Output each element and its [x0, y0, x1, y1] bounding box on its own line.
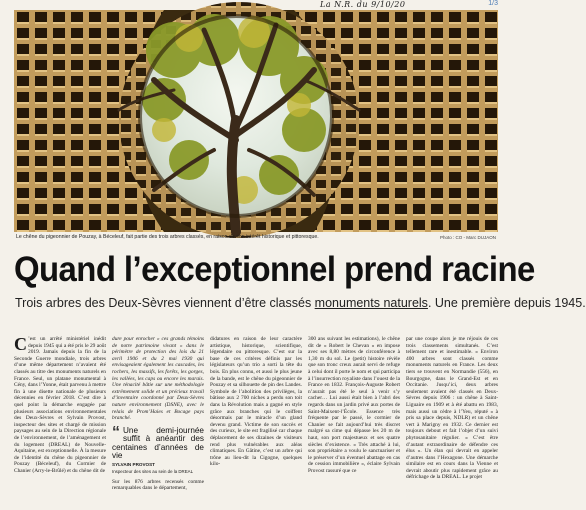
subheadline	[15, 296, 586, 310]
article-photo	[14, 10, 498, 232]
column-3	[210, 336, 302, 510]
column-5	[406, 336, 498, 510]
column-4	[308, 336, 400, 510]
column-5-text: par une coupe alors je me réjouis de ces trois classements simultanés. C’est tellement rare et inestimable. » Environ 400 arbres sont classés comme monuments naturels en France. Les deux tiers se trouvent en Normandie (556), en Bourgogne, dans le Grand-Est et en Occitanie. Jusqu’ici, deux arbres seulement avaient été classés en Deux-Sèvres depuis 1906 : un chêne à Saint-Liguaire en 1909 et à été abattu en 1983, mais aussi un cèdre à l’Yeu, réputé « à pris sa place depuis, NDLR) et un chêne vert à Marigny en 1932. Ce dernier est toujours debout et fait l’objet d’un suivi phytosanitaire régulier. « C’est être d’autant extraordinaire de défendre ces élus ». Un élan qui devrait en appeler d’autres dans l’Hexagone. Une démarche similaire est en cours dans la Vienne et devrait aboutir plus rapidement grâce au défrichage de la DREAL. Le projet	[406, 336, 498, 481]
column-2	[112, 336, 204, 510]
source-stamp: La N.R. du 9/10/20	[320, 0, 406, 9]
subhead-part-a: Trois arbres des Deux-Sèvres viennent d’être classés	[15, 296, 315, 310]
page-number: 1/3	[488, 0, 498, 7]
pull-quote-text: Une demi-journée suffit à anéantir des centaines d’années de vie	[112, 425, 204, 460]
pull-quote	[112, 423, 204, 476]
pull-quote-role: Inspecteur des sites au sein de la DREAL	[112, 468, 194, 474]
pull-quote-author: SYLVAIN PROVOST	[112, 462, 155, 468]
photo-credit: Photo : CO - Marc DUJAON	[439, 235, 496, 240]
drop-cap: C	[14, 334, 27, 354]
column-2-text-a: dure pour enrocher « ces grands témoins de notre patrimoine vivant » dans le périmètre de protection des lois du 21 avril 1906 et du 2 mai 1930 qui envisageaient également les cascades, les rochers, les massifs, les forêts, les gorges, les vallées, les caps ou encore les marais. Une ténacité bâtie sur une méthodologie extrêmement solide et un précieux travail d’inventaire coordonné par Deux-Sèvres nature environnement (DSNE), avec le relais de Prom’Haies et Bocage pays branché.	[112, 336, 204, 422]
pigeonnier-oak-image	[14, 10, 498, 232]
column-4-text: 300 ans suivant les estimations), le chêne dit de « Robert le Chevan » en impose avec ses 8,80 mètres de circonférence à 1,30 m du sol. Le (petit) histoire révèle que son tronc creux aurait servi de refuge à celui dont il porte le nom et qui participa à l’insurrection royaliste dans l’ouest de la France en 1832. François-Auguste Robert n’aurait pas été le seul à venir s’y cacher… Lui aussi était bien à l’abri des regards dans un jardin privé aux portes de Saint-Maixent-l’École. Essence très fréquente par le passé, le cormier de Chanier se fait aujourd’hui très discret malgré sa cime qui dépasse les 20 m de haut, son port majestueux et ses quatre siècles d’existence. « Très attaché à lui, son propriétaire a voulu le sanctuariser et le préserver d’un éventuel abattage en cas de cession immobilière », éclaire Sylvain Provost rassuré que ce	[308, 336, 400, 474]
photo-caption: Le chêne du pigeonnier de Pouzay, à Béceleuf, fait partie des trois arbres classés, en raison de son intérêt historique et pittoresque.	[16, 234, 319, 240]
column-1	[14, 336, 106, 510]
column-2-text-b: Sur les 876 arbres recensés comme remarquables dans le département,	[112, 478, 204, 492]
column-1-text: ’est un arrêté ministériel inédit depuis 1945 qui a été pris le 29 août 2019. Jamais depuis la fin de la Seconde Guerre mondiale, trois arbres d’une même département n’avaient été classés au titre des monuments naturels en France. Seul, un platane monumental à Cény, dans l’Yonne, était parvenu à mettre fin à une disette nationale de plusieurs décennies en février 2018. C’est dire à quel point la démarche engagée par plusieurs associations environnementales des Deux-Sèvres et Sylvain Provost, inspecteur des sites et chargé de mission paysages au sein de la Direction régionale de l’environnement, de l’aménagement et du logement (DREAL) de Nouvelle-Aquitaine, est exceptionnelle. À la mesure de l’identité du chêne du pigeonnier de Pouzay (Béceleuf), du Cormier de Chanier (Arry-le-Brûlé) et du chêne dit de	[14, 336, 106, 474]
subhead-underlined: monuments naturels	[314, 296, 428, 310]
subhead-part-b: . Une première depuis 1945.	[427, 296, 586, 310]
column-3-text: didatures en raison de leur caractère artistique, historique, scientifique, légendaire ou pittoresque. C’est sur la base de ces critères définis par les législateurs qu’un trio a sorti la tête du bois. En plus connu, et aussi le plus jeune de la bande, est le chêne du pigeonnier de Pouzay et sa silhouette de pin des Landes. Symbole de l’abolition des privilèges, la bâtisse aux 2 700 niches a perdu son toit dans la Révolution mais a gagné en style grâce aux branches qui le coiffent désormais par le miracle d’un gland devenu grand. Victime de son succès et des curieux, le site est fragilisé car chaque déplacement de ses dizaines de visiteurs rend plus vulnérables aux aléas climatiques. En Gâtine, c’est un arbre qui trône au lieu-dit la Cigogne, quelques kilo-	[210, 336, 302, 468]
article-body	[14, 336, 498, 510]
headline: Quand l’exceptionnel prend racine	[14, 250, 535, 289]
quote-mark-icon: “	[112, 423, 120, 441]
